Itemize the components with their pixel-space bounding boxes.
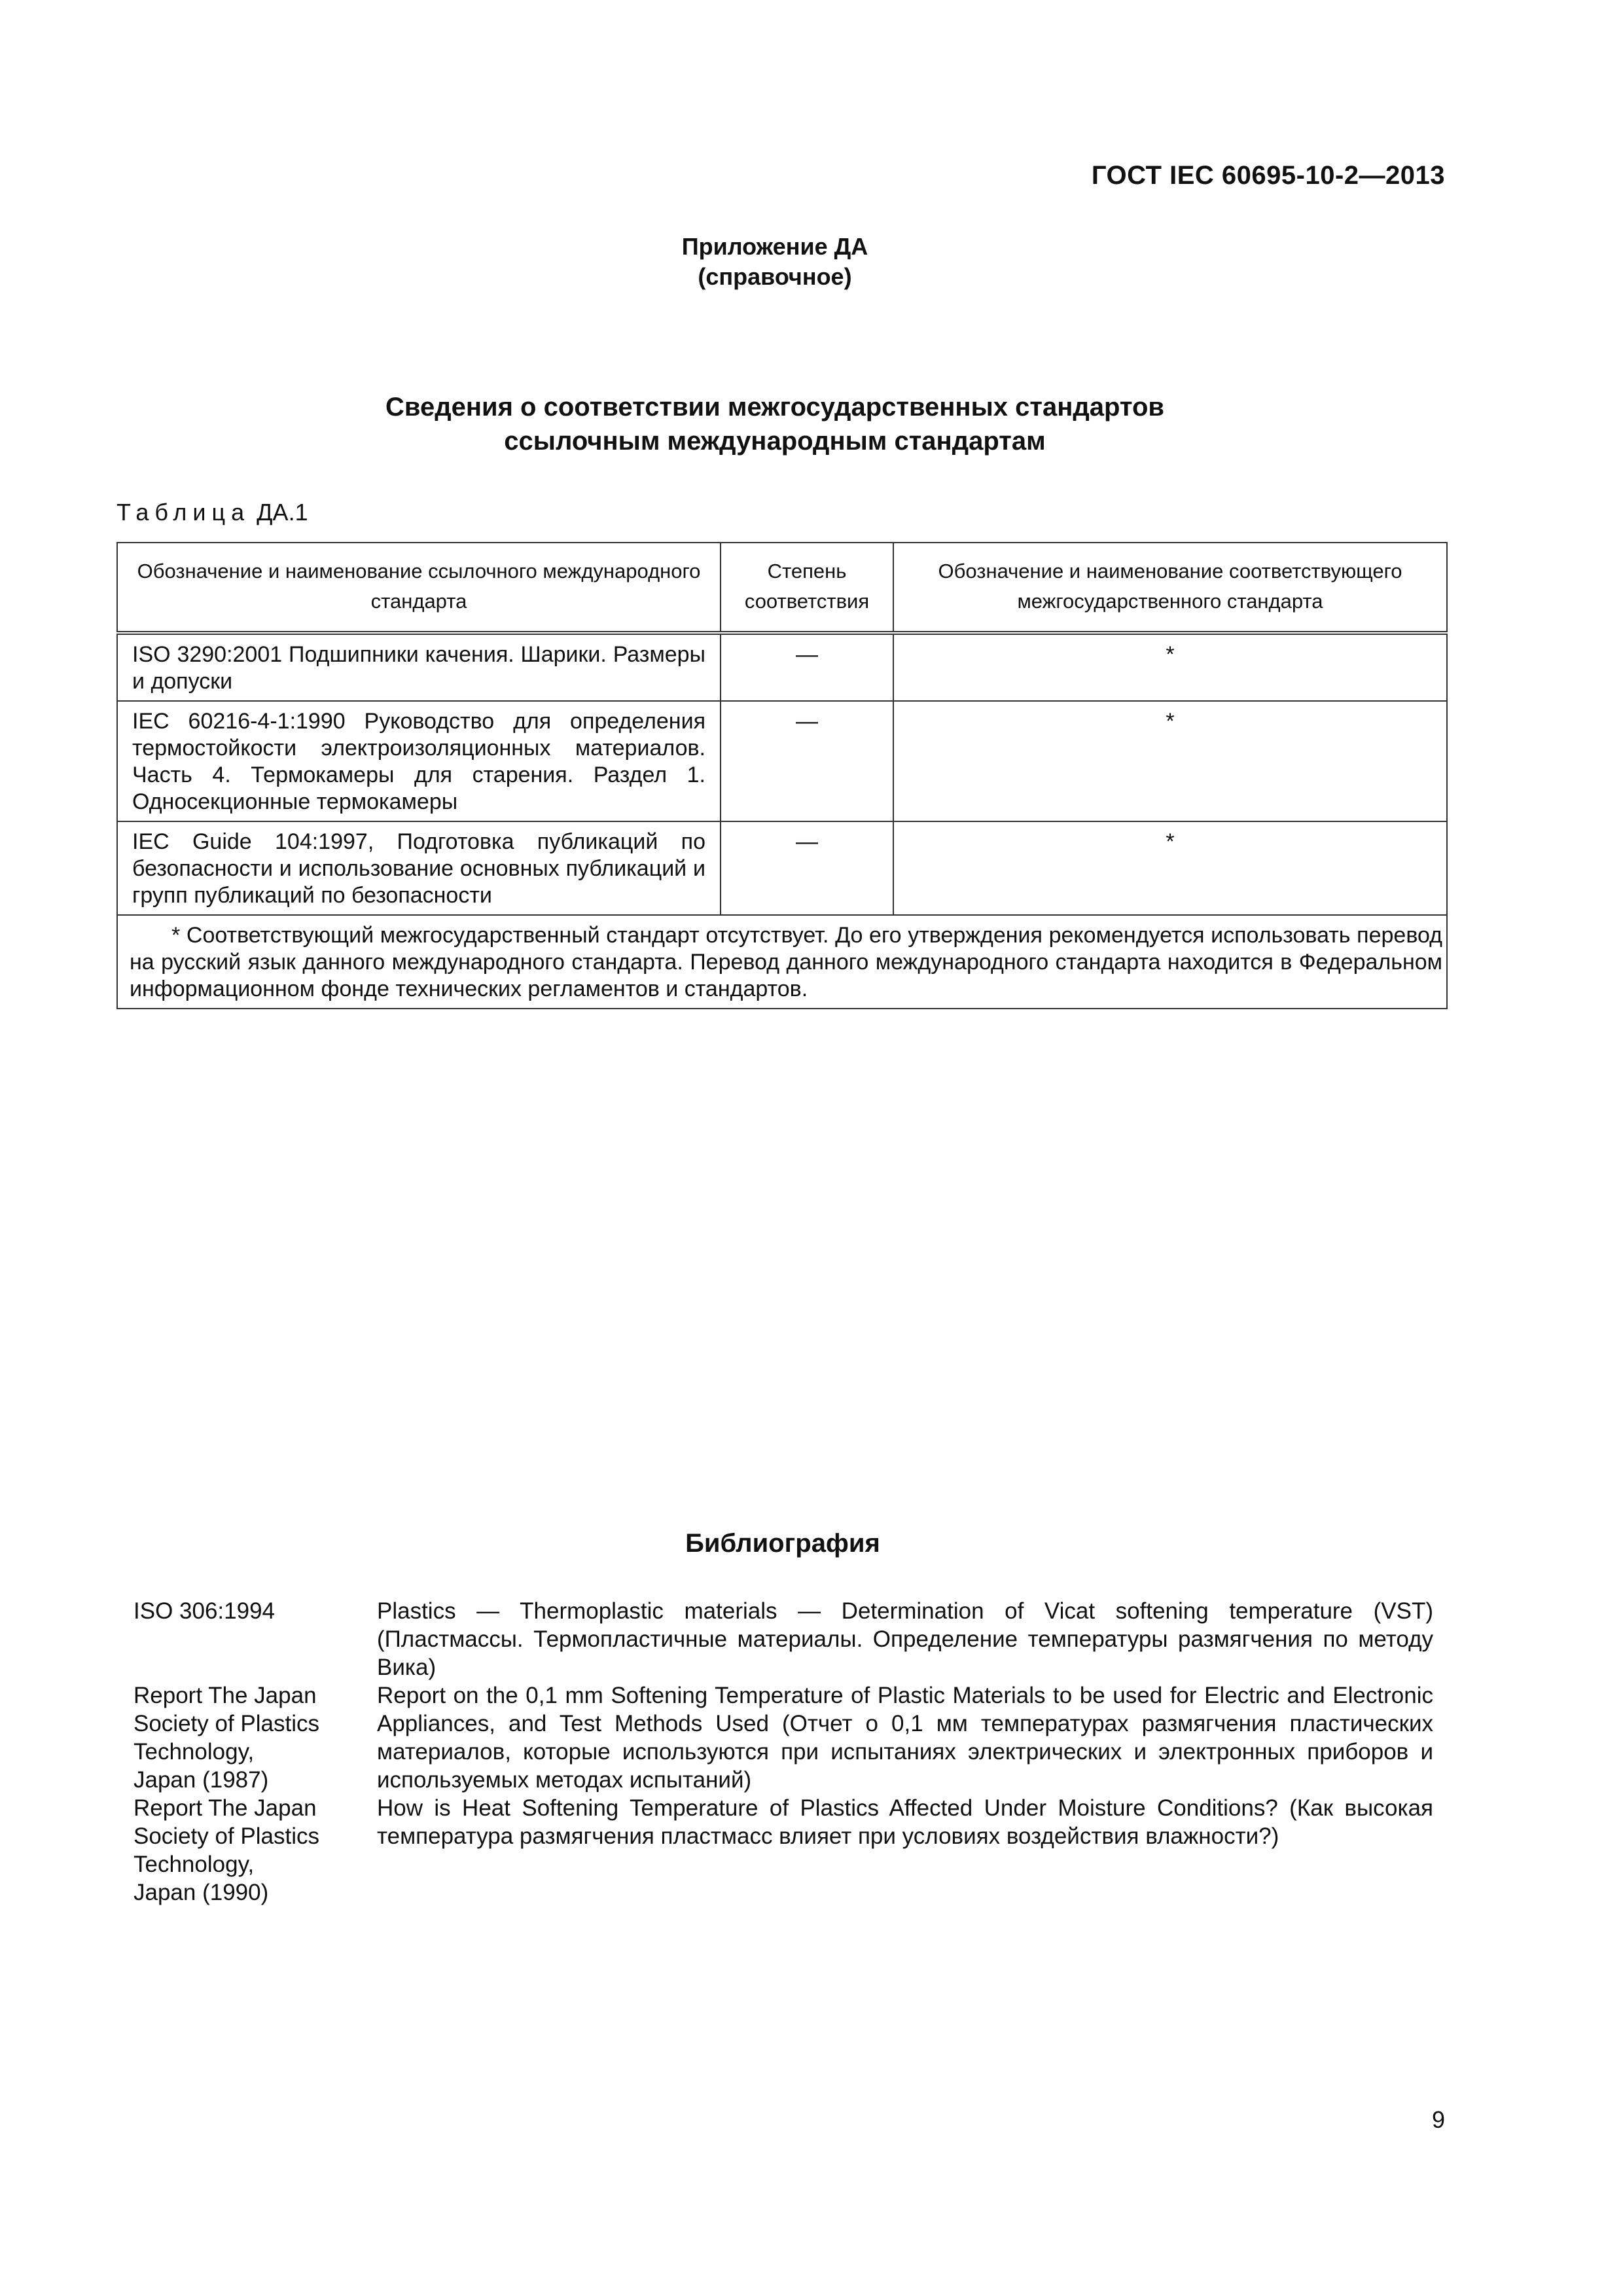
bibliography-title: Библиография [685, 1529, 880, 1558]
table-row [117, 633, 1447, 701]
section-title-line-2: ссылочным международным стандартам [504, 427, 1046, 456]
bibliography-entry [134, 1681, 1433, 1794]
bibliography-list [134, 1597, 1433, 1907]
cell-international-standard: ISO 3290:2001 Подшипники качения. Шарики. Размеры и допуски [117, 633, 721, 701]
table-label [116, 499, 308, 526]
bibliography-description: Report on the 0,1 mm Softening Temperature of Plastic Materials to be used for Electric and Electronic Appliances, and Test Methods Used (Отчет о 0,1 мм температурах размягчения пластических материалов, которые используются при испытаниях электрических и электронных приборов и используемых методах испытаний) [377, 1683, 1433, 1793]
table-label-word: Таблица [116, 499, 251, 526]
cell-international-standard: IEC Guide 104:1997, Подготовка публикаций по безопасности и использование основных публикаций и групп публикаций по безопасности [117, 821, 721, 915]
header-international-standard: Обозначение и наименование ссылочного международного стандарта [117, 543, 721, 633]
table-footnote-row [117, 915, 1447, 1009]
table-row [117, 821, 1447, 915]
table-label-number: ДА.1 [257, 499, 308, 526]
header-interstate-standard: Обозначение и наименование соответствующего межгосударственного стандарта [893, 543, 1447, 633]
cell-international-standard: IEC 60216-4-1:1990 Руководство для определения термостойкости электроизоляционных материалов. Часть 4. Термокамеры для старения. Раздел 1. Односекционные термокамеры [117, 701, 721, 821]
table-row [117, 701, 1447, 821]
appendix-subtitle: (справочное) [698, 263, 852, 290]
section-title [0, 390, 1550, 458]
cell-interstate-standard: * [893, 821, 1447, 915]
bibliography-entry [134, 1794, 1433, 1907]
cell-interstate-standard: * [893, 701, 1447, 821]
table-footnote: * Соответствующий межгосударственный стандарт отсутствует. До его утверждения рекомендуется использовать перевод на русский язык данного международного стандарта. Перевод данного международного стандарта находится в Федеральном информационном фонде технических регламентов и стандартов. [117, 915, 1447, 1009]
bibliography-reference: Report The Japan Society of Plastics Technology, Japan (1990) [134, 1795, 319, 1905]
header-degree-of-correspondence: Степень соответствия [721, 543, 893, 633]
cell-degree: — [721, 633, 893, 701]
bibliography-reference: ISO 306:1994 [134, 1598, 275, 1624]
cell-degree: — [721, 821, 893, 915]
correspondence-table [116, 542, 1448, 1009]
appendix-title: Приложение ДА [681, 233, 868, 260]
table-header-row [117, 543, 1447, 633]
bibliography-description: Plastics — Thermoplastic materials — Determination of Vicat softening temperature (VST) (Пластмассы. Термопластичные материалы. Определение температуры размягчения по методу Вика) [377, 1598, 1433, 1680]
cell-degree: — [721, 701, 893, 821]
page-number: 9 [1431, 2106, 1445, 2133]
cell-interstate-standard: * [893, 633, 1447, 701]
bibliography-entry [134, 1597, 1433, 1681]
section-title-line-1: Сведения о соответствии межгосударственных стандартов [385, 393, 1164, 422]
document-code: ГОСТ IEC 60695-10-2—2013 [1091, 161, 1445, 190]
appendix-heading [0, 232, 1550, 292]
bibliography-description: How is Heat Softening Temperature of Plastics Affected Under Moisture Conditions? (Как высокая температура размягчения пластмасс влияет при условиях воздействия влажности?) [377, 1795, 1433, 1849]
bibliography-reference: Report The Japan Society of Plastics Technology, Japan (1987) [134, 1683, 319, 1793]
